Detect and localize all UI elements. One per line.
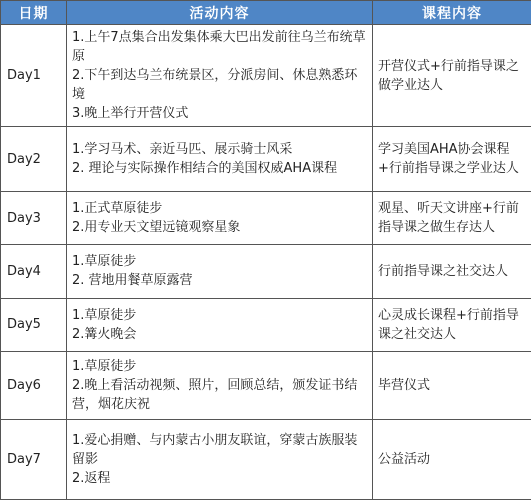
table-row bbox=[1, 419, 531, 499]
header-course: 课程内容 bbox=[373, 1, 531, 25]
course-cell: 行前指导课之社交达人 bbox=[373, 245, 531, 298]
day-cell: Day1 bbox=[1, 25, 67, 127]
activity-line: 1.爱心捐赠、与内蒙古小朋友联谊，穿蒙古族服装留影 bbox=[72, 432, 358, 467]
course-cell: 心灵成长课程+行前指导课之社交达人 bbox=[373, 298, 531, 351]
course-cell: 观星、听天文讲座+行前指导课之做生存达人 bbox=[373, 192, 531, 245]
activity-cell bbox=[67, 298, 373, 351]
activity-cell bbox=[67, 192, 373, 245]
activity-line: 2.用专业天文望远镜观察星象 bbox=[72, 220, 241, 236]
activity-cell bbox=[67, 127, 373, 192]
day-cell: Day2 bbox=[1, 127, 67, 192]
table-row bbox=[1, 192, 531, 245]
day-cell: Day6 bbox=[1, 351, 67, 419]
header-activity: 活动内容 bbox=[67, 1, 373, 25]
course-cell: 毕营仪式 bbox=[373, 351, 531, 419]
activity-line: 2.晚上看活动视频、照片，回顾总结，颁发证书结营，烟花庆祝 bbox=[72, 377, 358, 412]
day-cell: Day4 bbox=[1, 245, 67, 298]
day-cell: Day5 bbox=[1, 298, 67, 351]
activity-line: 1.草原徒步 bbox=[72, 254, 137, 270]
activity-line: 3.晚上举行开营仪式 bbox=[72, 106, 189, 122]
day-cell: Day7 bbox=[1, 419, 67, 499]
table-row bbox=[1, 245, 531, 298]
course-cell: 开营仪式+行前指导课之做学业达人 bbox=[373, 25, 531, 127]
activity-line: 1.上午7点集合出发集体乘大巴出发前往乌兰布统草原 bbox=[72, 30, 366, 65]
course-cell: 学习美国AHA协会课程+行前指导课之学业达人 bbox=[373, 127, 531, 192]
activity-line: 2.下午到达乌兰布统景区，分派房间、休息熟悉环境 bbox=[72, 68, 358, 103]
activity-cell bbox=[67, 245, 373, 298]
activity-line: 1.正式草原徒步 bbox=[72, 201, 163, 217]
course-cell: 公益活动 bbox=[373, 419, 531, 499]
table-row bbox=[1, 25, 531, 127]
day-cell: Day3 bbox=[1, 192, 67, 245]
activity-line: 1.草原徒步 bbox=[72, 358, 137, 374]
activity-cell bbox=[67, 25, 373, 127]
table-row bbox=[1, 351, 531, 419]
activity-line: 2.篝火晚会 bbox=[72, 326, 137, 342]
activity-cell bbox=[67, 351, 373, 419]
activity-line: 2.返程 bbox=[72, 470, 111, 486]
activity-line: 1.学习马术、亲近马匹、展示骑士风采 bbox=[72, 142, 293, 158]
header-date: 日期 bbox=[1, 1, 67, 25]
activity-cell bbox=[67, 419, 373, 499]
table-row bbox=[1, 298, 531, 351]
activity-line: 2. 理论与实际操作相结合的美国权威AHA课程 bbox=[72, 161, 338, 177]
table-header-row bbox=[1, 1, 531, 25]
activity-line: 2. 营地用餐草原露营 bbox=[72, 273, 193, 289]
table-row bbox=[1, 127, 531, 192]
activity-line: 1.草原徒步 bbox=[72, 307, 137, 323]
